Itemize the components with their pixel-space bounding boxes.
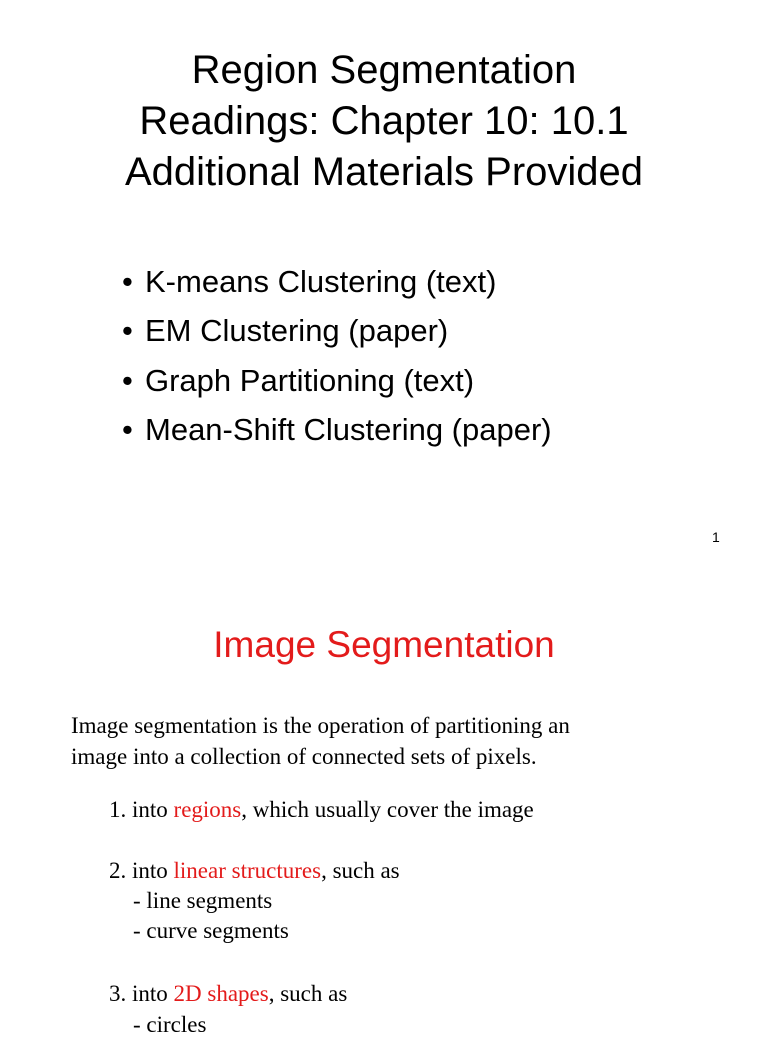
slide-title: Image Segmentation	[213, 624, 555, 665]
sub-item: - curve segments	[133, 918, 289, 943]
highlight-term: regions	[173, 797, 242, 822]
bullet-dot-icon: •	[122, 412, 133, 447]
slide-title-line-3: Additional Materials Provided	[124, 150, 644, 194]
bullet-text: EM Clustering (paper)	[145, 313, 449, 348]
slide-2	[0, 560, 768, 1037]
bullet-text: Graph Partitioning (text)	[145, 363, 475, 398]
list-item-suffix: , which usually cover the image	[241, 797, 534, 822]
bullet-item	[122, 361, 474, 401]
sub-item: - circles	[133, 1012, 207, 1037]
page-number: 1	[712, 529, 720, 545]
list-item-2d-shapes	[109, 978, 347, 1009]
slide-title-line-1: Region Segmentation	[191, 48, 577, 92]
list-item-prefix: 2. into	[109, 858, 174, 883]
intro-line-1: Image segmentation is the operation of partitioning an	[71, 713, 570, 738]
list-item-regions	[109, 794, 534, 825]
highlight-term: 2D shapes	[173, 981, 269, 1006]
sub-item: - line segments	[133, 888, 273, 913]
highlight-term: linear structures	[173, 858, 322, 883]
list-item-linear-structures	[109, 855, 400, 886]
bullet-text: K-means Clustering (text)	[145, 264, 497, 299]
bullet-text: Mean-Shift Clustering (paper)	[145, 412, 552, 447]
list-item-prefix: 1. into	[109, 797, 174, 822]
list-item-suffix: , such as	[268, 981, 348, 1006]
bullet-dot-icon: •	[122, 264, 133, 299]
list-item-suffix: , such as	[321, 858, 400, 883]
intro-line-2: image into a collection of connected sets of pixels.	[71, 744, 537, 769]
bullet-item	[122, 262, 496, 302]
bullet-dot-icon: •	[122, 363, 133, 398]
list-item-prefix: 3. into	[109, 981, 174, 1006]
bullet-item	[122, 311, 448, 351]
bullet-item	[122, 410, 552, 450]
slide-title-line-2: Readings: Chapter 10: 10.1	[139, 99, 629, 143]
bullet-dot-icon: •	[122, 313, 133, 348]
